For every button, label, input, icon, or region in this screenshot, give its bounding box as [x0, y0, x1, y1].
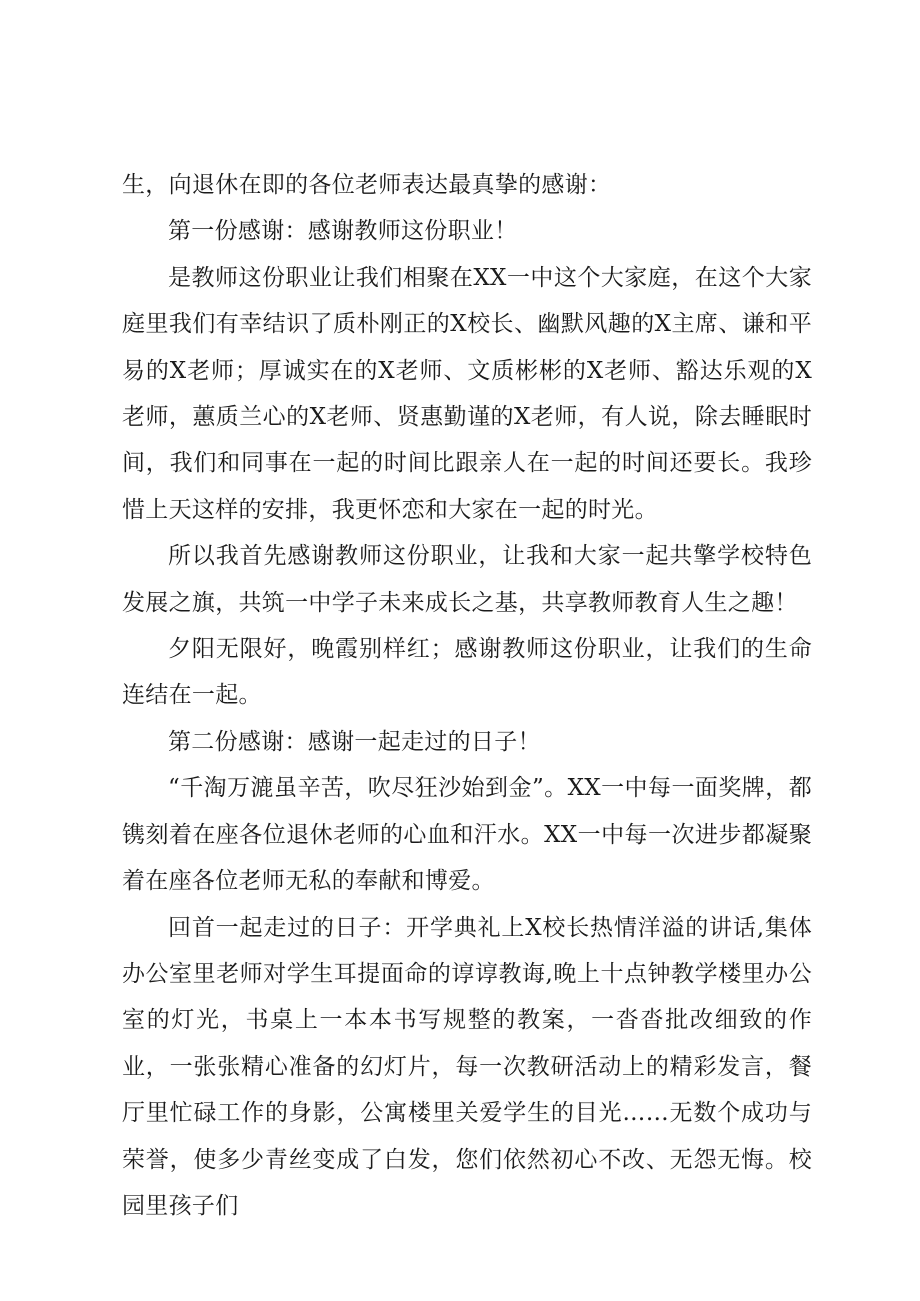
document-body [122, 162, 812, 1229]
heading-second-thanks: 第二份感谢：感谢一起走过的日子！ [168, 728, 541, 755]
paragraph-continuation: 生，向退休在即的各位老师表达最真挚的感谢： [122, 172, 612, 198]
paragraph-sunset: 夕阳无限好，晚霞别样红；感谢教师这份职业，让我们的生命连结在一起。 [122, 636, 812, 709]
heading-first-thanks: 第一份感谢：感谢教师这份职业！ [168, 218, 518, 245]
paragraph-poem-quote: “千淘万漉虽辛苦，吹尽狂沙始到金”。XX一中每一面奖牌，都镌刻着在座各位退休老师的心血和汗水。XX一中每一次进步都凝聚着在座各位老师无私的奉献和博爱。 [122, 775, 812, 895]
paragraph-memories: 回首一起走过的日子：开学典礼上X校长热情洋溢的讲话,集体办公室里老师对学生耳提面命的谆谆教诲,晚上十点钟教学楼里办公室的灯光，书桌上一本本书写规整的教案，一沓沓批改细致的作业，一张张精心准备的幻灯片，每一次教研活动上的精彩发言，餐厅里忙碌工作的身影，公寓楼里关爱学生的目光……无数个成功与荣誉，使多少青丝变成了白发，您们依然初心不改、无怨无悔。校园里孩子们 [122, 914, 812, 1219]
paragraph-colleagues: 是教师这份职业让我们相聚在XX一中这个大家庭，在这个大家庭里我们有幸结识了质朴刚正的X校长、幽默风趣的X主席、谦和平易的X老师；厚诚实在的X老师、文质彬彬的X老师、豁达乐观的X老师，蕙质兰心的X老师、贤惠勤谨的X老师，有人说，除去睡眠时间，我们和同事在一起的时间比跟亲人在一起的时间还要长。我珍惜上天这样的安排，我更怀恋和大家在一起的时光。 [122, 264, 812, 523]
paragraph-thanks-profession: 所以我首先感谢教师这份职业，让我和大家一起共擎学校特色发展之旗，共筑一中学子未来成长之基，共享教师教育人生之趣！ [122, 543, 812, 616]
